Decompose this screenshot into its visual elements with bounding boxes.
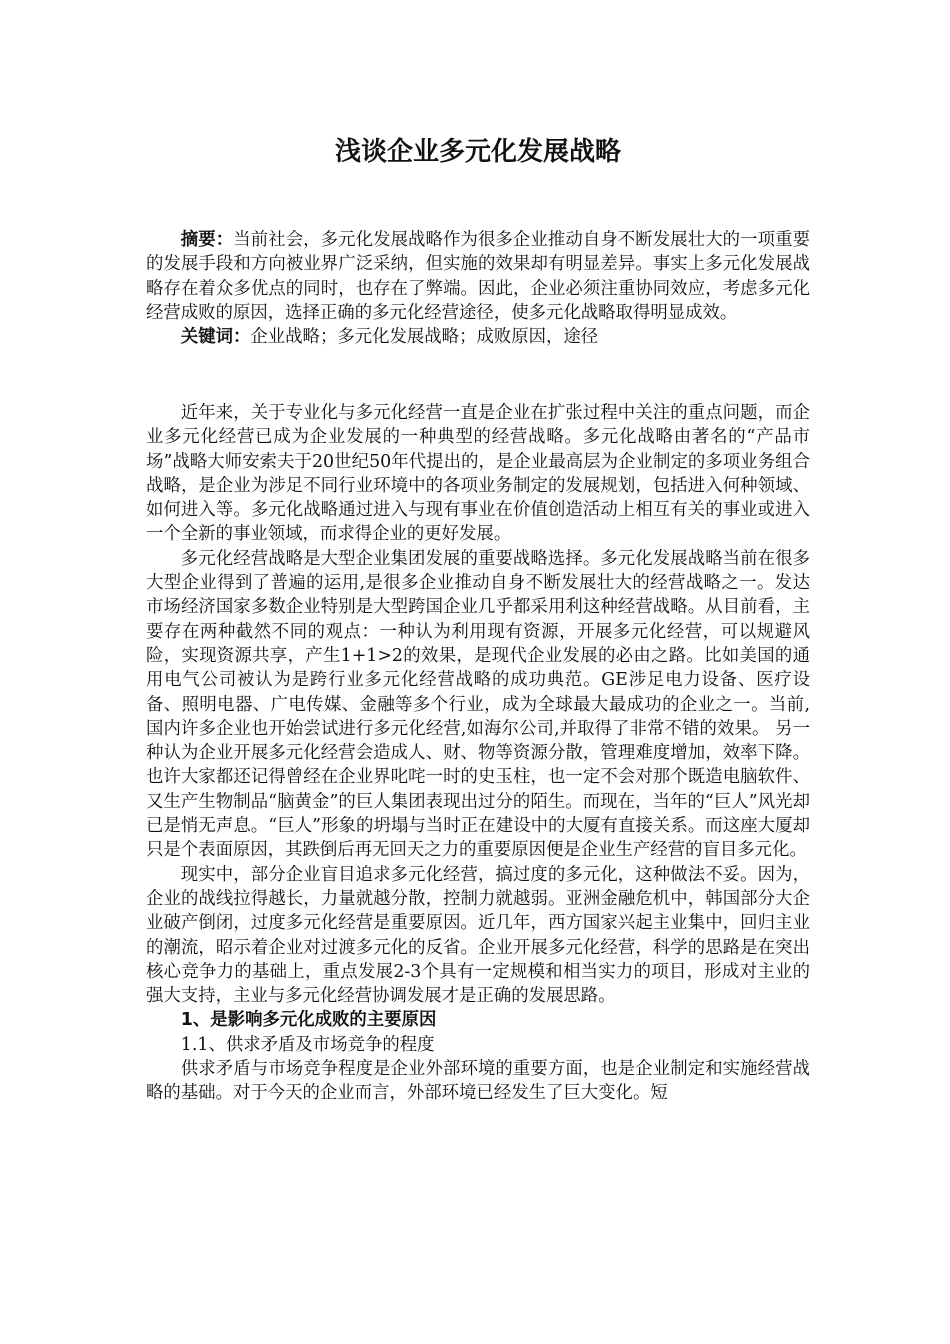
keywords-paragraph (146, 325, 810, 349)
section-subheading: 1.1、供求矛盾及市场竞争的程度 (180, 1034, 435, 1055)
section-heading: 1、是影响多元化成败的主要原因 (180, 1010, 437, 1031)
body-paragraph-1: 近年来，关于专业化与多元化经营一直是企业在扩张过程中关注的重点问题，而企业多元化经营已成为企业发展的一种典型的经营战略。多元化战略由著名的“产品市场”战略大师安索夫于20世纪50年代提出的，是企业最高层为企业制定的多项业务组合战略，是企业为涉足不同行业环境中的各项业务制定的发展规划，包括进入何种领域、如何进入等。多元化战略通过进入与现有事业在价值创造活动上相互有关的事业或进入一个全新的事业领域，而求得企业的更好发展。 (146, 403, 810, 545)
abstract-label: 摘要： (180, 230, 234, 250)
abstract-text: 当前社会，多元化发展战略作为很多企业推动自身不断发展壮大的一项重要的发展手段和方向被业界广泛采纳，但实施的效果却有明显差异。事实上多元化发展战略存在着众多优点的同时，也存在了弊端。因此，企业必须注重协同效应，考虑多元化经营成败的原因，选择正确的多元化经营途径，使多元化战略取得明显成效。 (146, 230, 810, 323)
abstract-paragraph (146, 228, 810, 325)
body-paragraph-2: 多元化经营战略是大型企业集团发展的重要战略选择。多元化发展战略当前在很多大型企业得到了普遍的运用,是很多企业推动自身不断发展壮大的经营战略之一。发达市场经济国家多数企业特别是大型跨国企业几乎都采用利这种经营战略。从目前看，主要存在两种截然不同的观点：一种认为利用现有资源，开展多元化经营，可以规避风险，实现资源共享，产生1+1>2的效果，是现代企业发展的必由之路。比如美国的通用电气公司被认为是跨行业多元化经营战略的成功典范。GE涉足电力设备、医疗设备、照明电器、广电传媒、金融等多个行业，成为全球最大最成功的企业之一。当前,国内许多企业也开始尝试进行多元化经营,如海尔公司,并取得了非常不错的效果。 另一种认为企业开展多元化经营会造成人、财、物等资源分散，管理难度增加，效率下降。也许大家都还记得曾经在企业界叱咤一时的史玉柱，也一定不会对那个既造电脑软件、又生产生物制品“脑黄金”的巨人集团表现出过分的陌生。而现在，当年的“巨人”风光却已是悄无声息。“巨人”形象的坍塌与当时正在建设中的大厦有直接关系。而这座大厦却只是个表面原因，其跌倒后再无回天之力的重要原因便是企业生产经营的盲目多元化。 (146, 548, 810, 861)
keywords-label: 关键词： (180, 327, 251, 348)
abstract-section (146, 228, 810, 349)
main-body (146, 401, 810, 1106)
keywords-text: 企业战略；多元化发展战略；成败原因，途径 (250, 327, 599, 348)
section-paragraph: 供求矛盾与市场竞争程度是企业外部环境的重要方面，也是企业制定和实施经营战略的基础。对于今天的企业而言，外部环境已经发生了巨大变化。短 (146, 1059, 810, 1104)
body-paragraph-3: 现实中，部分企业盲目追求多元化经营，搞过度的多元化，这种做法不妥。因为，企业的战线拉得越长，力量就越分散，控制力就越弱。亚洲金融危机中，韩国部分大企业破产倒闭，过度多元化经营是重要原因。近几年，西方国家兴起主业集中，回归主业的潮流，昭示着企业对过渡多元化的反省。企业开展多元化经营，科学的思路是在突出核心竞争力的基础上，重点发展2-3个具有一定规模和相当实力的项目，形成对主业的强大支持，主业与多元化经营协调发展才是正确的发展思路。 (146, 864, 810, 1007)
document-title: 浅谈企业多元化发展战略 (334, 137, 621, 167)
